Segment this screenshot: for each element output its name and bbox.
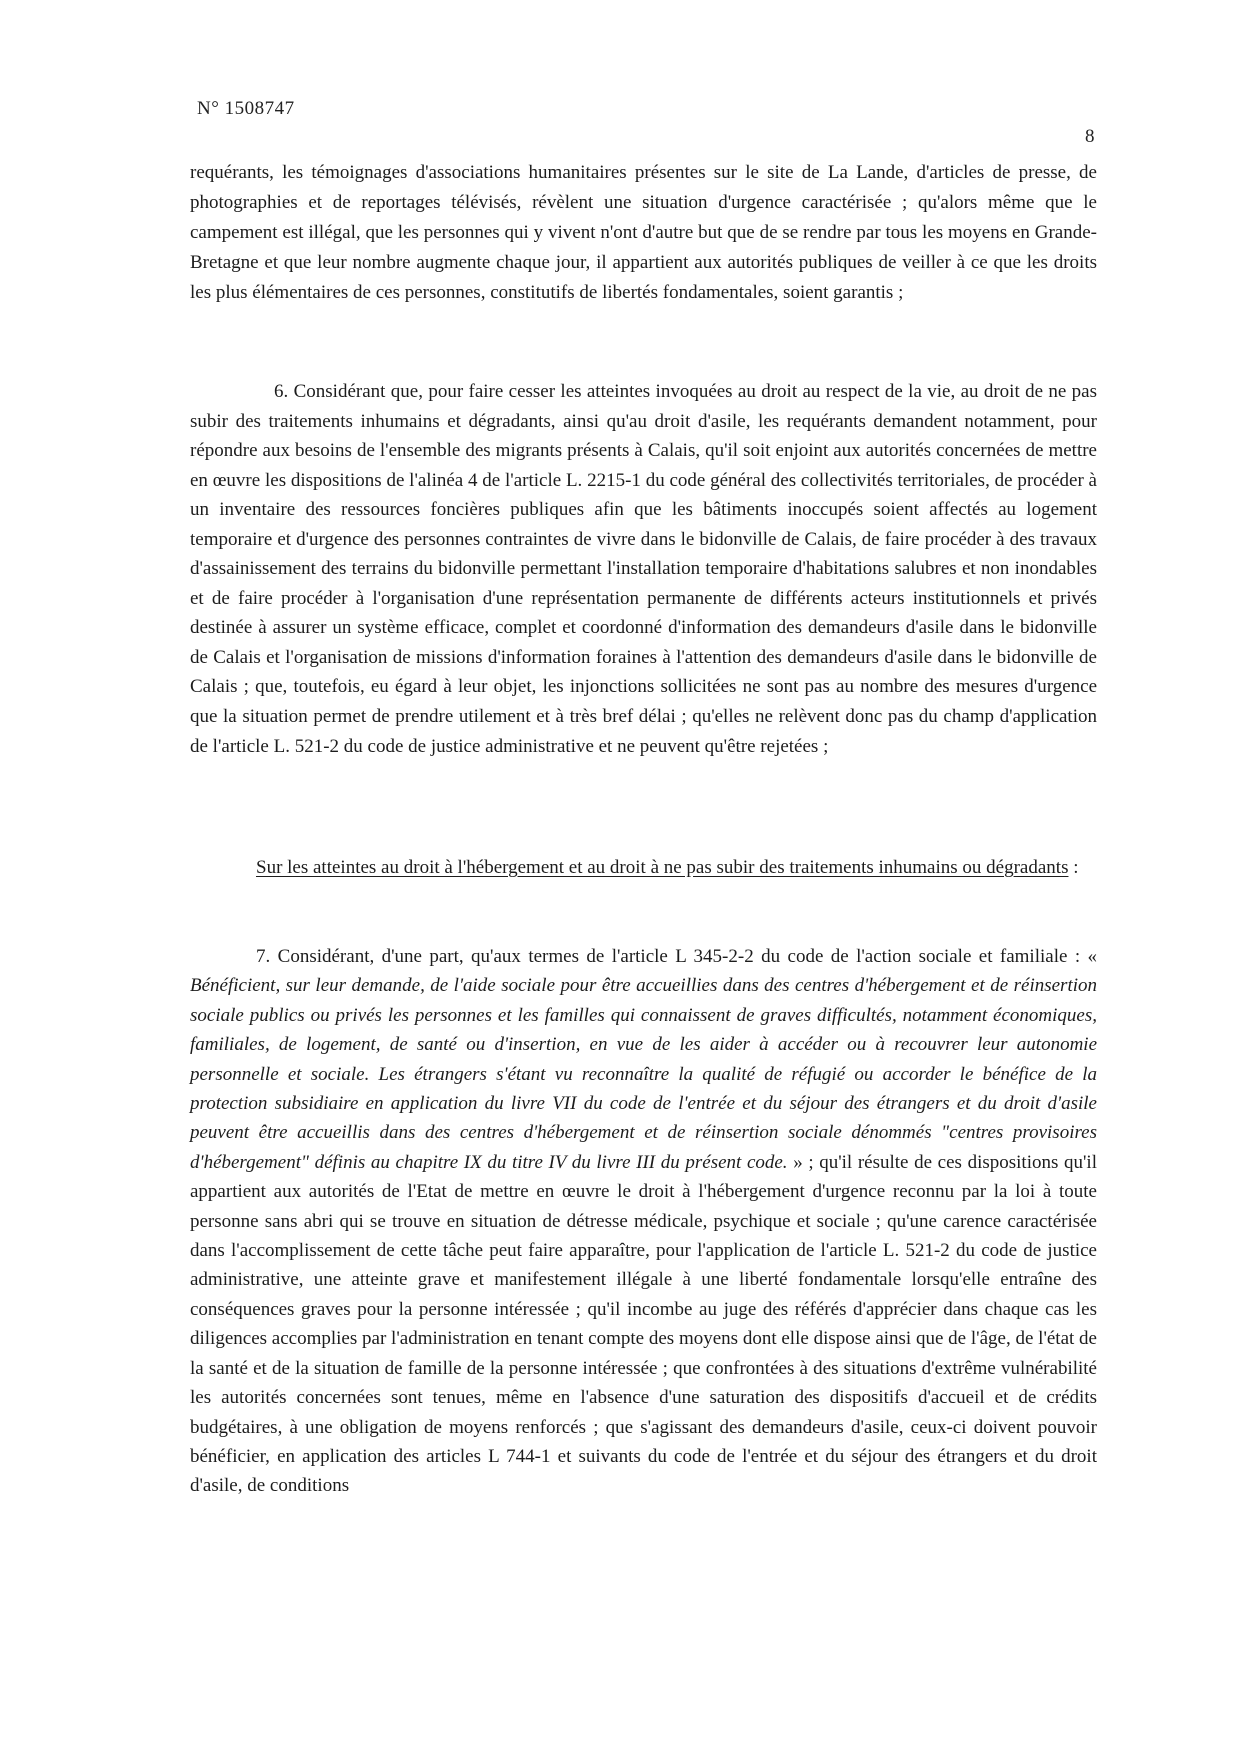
section-heading-colon: : [1068, 857, 1079, 878]
paragraph-5-continuation: requérants, les témoignages d'associations humanitaires présentes sur le site de La Lande, d'articles de presse, de photographies et de reportages télévisés, révèlent une situation d'urgence caractérisée ; qu'alors même que le campement est illégal, que les personnes qui y vivent n'ont d'autre but que de se rendre par tous les moyens en Grande-Bretagne et que leur nombre augmente chaque jour, il appartient aux autorités publiques de veiller à ce que les droits les plus élémentaires de ces personnes, constitutifs de libertés fondamentales, soient garantis ; [190, 162, 1097, 303]
paragraph-7-quotation: Bénéficient, sur leur demande, de l'aide sociale pour être accueillies dans des centres d'hébergement et de réinsertion sociale publics ou privés les personnes et les familles qui connaissent de graves difficultés, notamment économiques, familiales, de logement, de santé ou d'insertion, en vue de les aider à accéder ou à recouvrer leur autonomie personnelle et sociale. Les étrangers s'étant vu reconnaître la qualité de réfugié ou accorder le bénéfice de la protection subsidiaire en application du livre VII du code de l'entrée et du séjour des étrangers et du droit d'asile peuvent être accueillis dans des centres d'hébergement et de réinsertion sociale dénommés "centres provisoires d'hébergement" définis au chapitre IX du titre IV du livre III du présent code. [190, 975, 1097, 1173]
document-number: N° 1508747 [197, 98, 295, 119]
paragraph-7 [190, 942, 1097, 1501]
paragraph-7-body: » ; qu'il résulte de ces dispositions qu'il appartient aux autorités de l'Etat de mettre en œuvre le droit à l'hébergement d'urgence reconnu par la loi à toute personne sans abri qui se trouve en situation de détresse médicale, psychique et sociale ; qu'une carence caractérisée dans l'accomplissement de cette tâche peut faire apparaître, pour l'application de l'article L. 521-2 du code de justice administrative, une atteinte grave et manifestement illégale à une liberté fondamentale lorsqu'elle entraîne des conséquences graves pour la personne intéressée ; qu'il incombe au juge des référés d'apprécier dans chaque cas les diligences accomplies par l'administration en tenant compte des moyens dont elle dispose ainsi que de l'âge, de l'état de la santé et de la situation de famille de la personne intéressée ; que confrontées à des situations d'extrême vulnérabilité les autorités concernées sont tenues, même en l'absence d'une saturation des dispositifs d'accueil et de crédits budgétaires, à une obligation de moyens renforcés ; que s'agissant des demandeurs d'asile, ceux-ci doivent pouvoir bénéficier, en application des articles L 744-1 et suivants du code de l'entrée et du séjour des étrangers et du droit d'asile, de conditions [190, 1151, 1097, 1497]
section-heading [190, 853, 1097, 882]
paragraph-6: 6. Considérant que, pour faire cesser les atteintes invoquées au droit au respect de la vie, au droit de ne pas subir des traitements inhumains et dégradants, ainsi qu'au droit d'asile, les requérants demandent notamment, pour répondre aux besoins de l'ensemble des migrants présents à Calais, qu'il soit enjoint aux autorités concernées de mettre en œuvre les dispositions de l'alinéa 4 de l'article L. 2215-1 du code général des collectivités territoriales, de procéder à un inventaire des ressources foncières publiques afin que les bâtiments inoccupés soient affectés au logement temporaire et d'urgence des personnes contraintes de vivre dans le bidonville de Calais, de faire procéder à des travaux d'assainissement des terrains du bidonville permettant l'installation temporaire d'habitations salubres et non inondables et de faire procéder à l'organisation d'une représentation permanente de différents acteurs institutionnels et privés destinée à assurer un système efficace, complet et coordonné d'information des demandeurs d'asile dans le bidonville de Calais et l'organisation de missions d'information foraines à l'attention des demandeurs d'asile dans le bidonville de Calais ; que, toutefois, eu égard à leur objet, les injonctions sollicitées ne sont pas au nombre des mesures d'urgence que la situation permet de prendre utilement et à très bref délai ; qu'elles ne relèvent donc pas du champ d'application de l'article L. 521-2 du code de justice administrative et ne peuvent qu'être rejetées ; [190, 381, 1097, 757]
paragraph-7-intro: 7. Considérant, d'une part, qu'aux termes de l'article L 345-2-2 du code de l'action sociale et familiale : « [256, 946, 1097, 967]
section-heading-text: Sur les atteintes au droit à l'hébergement et au droit à ne pas subir des traitements inhumains ou dégradants [256, 857, 1069, 878]
page-number: 8 [1085, 126, 1095, 147]
